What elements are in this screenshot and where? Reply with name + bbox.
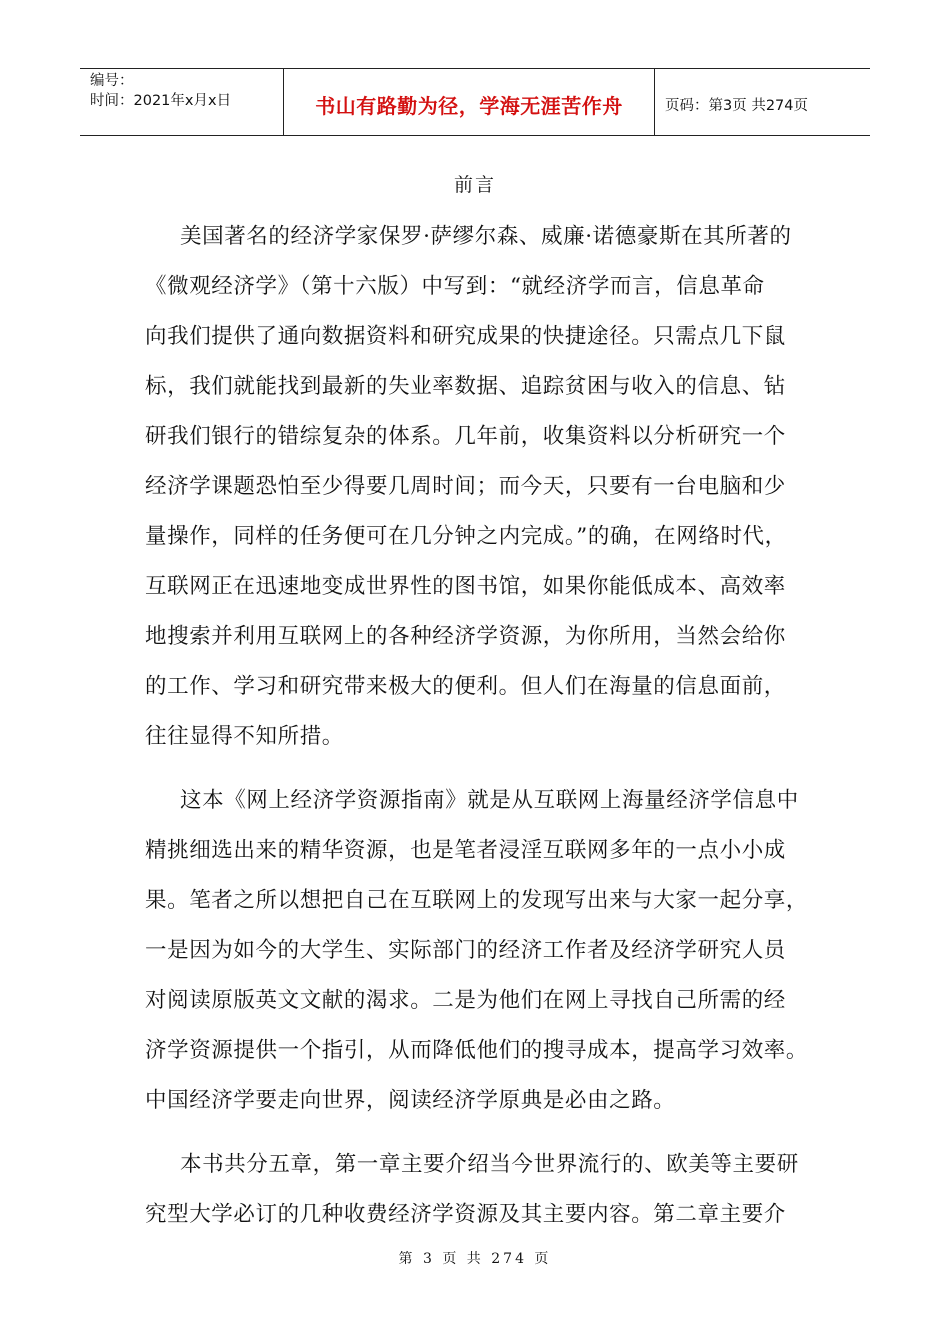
text-line: 《微观经济学》（第十六版）中写到：“就经济学而言，信息革命 [145,274,765,299]
text-line: 本书共分五章，第一章主要介绍当今世界流行的、欧美等主要研 [180,1152,799,1177]
text-line: 这本《网上经济学资源指南》就是从互联网上海量经济学信息中 [180,788,799,813]
text-line: 美国著名的经济学家保罗·萨缪尔森、威廉·诺德豪斯在其所著的 [180,224,792,249]
text-line: 向我们提供了通向数据资料和研究成果的快捷途径。只需点几下鼠 [145,324,786,349]
text-line: 互联网正在迅速地变成世界性的图书馆，如果你能低成本、高效率 [145,574,786,599]
page-header-table [80,68,870,136]
text-line: 标，我们就能找到最新的失业率数据、追踪贫困与收入的信息、钻 [145,374,786,399]
text-line: 精挑细选出来的精华资源，也是笔者浸淫互联网多年的一点小小成 [145,838,786,863]
header-date-label: 时间：2021年x月x日 [90,93,232,109]
header-page-info: 页码：第3页 共274页 [665,97,809,114]
text-line: 研我们银行的错综复杂的体系。几年前，收集资料以分析研究一个 [145,424,786,449]
text-line: 中国经济学要走向世界，阅读经济学原典是必由之路。 [145,1088,676,1113]
text-line: 经济学课题恐怕至少得要几周时间；而今天，只要有一台电脑和少 [145,474,786,499]
paragraph [145,1140,825,1240]
text-line: 果。笔者之所以想把自己在互联网上的发现写出来与大家一起分享， [145,888,809,913]
header-left-cell [80,69,284,135]
text-line: 往往显得不知所措。 [145,724,344,749]
text-line: 的工作、学习和研究带来极大的便利。但人们在海量的信息面前， [145,674,786,699]
text-line: 对阅读原版英文文献的渴求。二是为他们在网上寻找自己所需的经 [145,988,786,1013]
text-line: 究型大学必订的几种收费经济学资源及其主要内容。第二章主要介 [145,1202,786,1227]
header-number-label: 编号： [90,73,134,89]
page-footer: 第 3 页 共 274 页 [398,1251,552,1267]
document-body [145,212,825,1240]
text-line: 量操作，同样的任务便可在几分钟之内完成。”的确，在网络时代， [145,524,787,549]
text-line: 地搜索并利用互联网上的各种经济学资源，为你所用，当然会给你 [145,624,786,649]
text-line: 一是因为如今的大学生、实际部门的经济工作者及经济学研究人员 [145,938,786,963]
document-title: 前言 [453,174,496,196]
header-motto: 书山有路勤为径，学海无涯苦作舟 [284,69,655,135]
paragraph [145,776,825,1126]
paragraph [145,212,825,762]
text-line: 济学资源提供一个指引，从而降低他们的搜寻成本，提高学习效率。 [145,1038,809,1063]
